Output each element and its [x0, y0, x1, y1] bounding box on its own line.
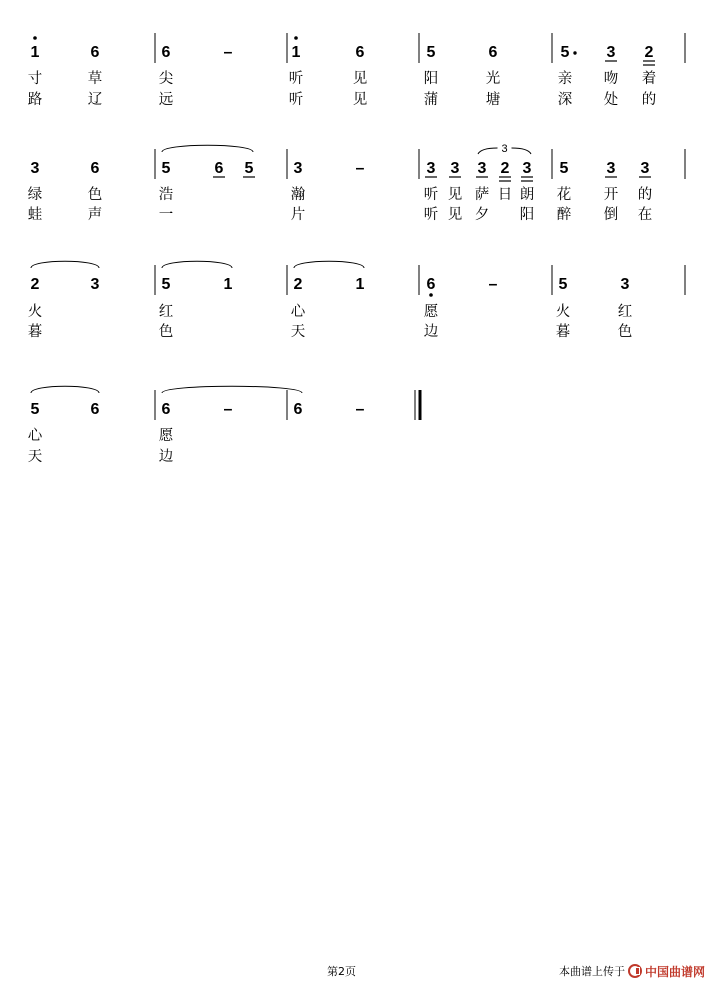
lyric-verse-2: 深: [557, 92, 573, 108]
lyric-verse-2: 蒲: [423, 92, 439, 108]
note: 6: [488, 44, 498, 61]
lyric-verse-1: 花: [556, 187, 572, 203]
lyric-verse-2: 路: [27, 92, 43, 108]
note: 3: [450, 160, 460, 177]
lyric-verse-2: 色: [158, 324, 174, 340]
sustain-dash: –: [355, 160, 365, 177]
note: 5: [161, 276, 171, 293]
note: 5: [560, 44, 570, 61]
lyric-verse-2: 处: [603, 92, 619, 108]
lyric-verse-2: 倒: [603, 207, 619, 223]
note: 3: [606, 44, 616, 61]
note: 2: [293, 276, 303, 293]
lyric-verse-2: 在: [637, 207, 653, 223]
lyric-verse-2: 片: [290, 207, 306, 223]
lyric-verse-1: 朗: [519, 187, 535, 203]
note: 6: [426, 276, 436, 293]
note: 1: [223, 276, 233, 293]
tie-slur: [294, 261, 364, 268]
note: 3: [477, 160, 487, 177]
note: 5: [30, 401, 40, 418]
lyric-verse-1: 心: [290, 304, 306, 320]
note: 1: [355, 276, 365, 293]
octave-down-dot: [429, 293, 433, 297]
note: 6: [161, 401, 171, 418]
note: 3: [293, 160, 303, 177]
lyric-verse-1: 愿: [423, 304, 439, 320]
sustain-dash: –: [223, 401, 233, 418]
note: 5: [244, 160, 254, 177]
lyric-verse-1: 色: [87, 187, 103, 203]
upload-text: 本曲谱上传于: [558, 965, 625, 978]
lyric-verse-1: 听: [288, 71, 304, 87]
note: 6: [214, 160, 224, 177]
lyric-verse-1: 瀚: [290, 187, 306, 203]
lyric-verse-2: 见: [352, 92, 368, 108]
note: 6: [161, 44, 171, 61]
lyric-verse-2: 见: [447, 207, 463, 223]
lyric-verse-2: 听: [423, 207, 439, 223]
lyric-verse-1: 草: [87, 71, 103, 87]
lyric-verse-1: 萨: [474, 187, 490, 203]
note: 5: [558, 276, 568, 293]
tie-slur: [31, 386, 99, 393]
lyric-verse-1: 日: [497, 187, 513, 203]
lyric-verse-2: 边: [158, 449, 174, 465]
note: 2: [500, 160, 510, 177]
note: 5: [426, 44, 436, 61]
lyric-verse-1: 红: [617, 304, 633, 320]
note: 3: [90, 276, 100, 293]
lyric-verse-2: 醉: [556, 207, 572, 223]
lyric-verse-1: 红: [158, 304, 174, 320]
lyric-verse-2: 的: [641, 92, 657, 108]
lyric-verse-2: 色: [617, 324, 633, 340]
lyric-verse-2: 暮: [27, 324, 43, 340]
lyric-verse-1: 见: [352, 71, 368, 87]
note: 3: [426, 160, 436, 177]
lyric-verse-1: 光: [485, 71, 501, 87]
note: 5: [559, 160, 569, 177]
note: 3: [640, 160, 650, 177]
lyric-verse-2: 塘: [485, 92, 501, 108]
lyric-verse-1: 尖: [158, 71, 174, 87]
lyric-verse-1: 火: [27, 304, 43, 320]
lyric-verse-1: 阳: [423, 71, 439, 87]
sustain-dash: –: [488, 276, 498, 293]
note: 3: [620, 276, 630, 293]
note: 3: [30, 160, 40, 177]
augmentation-dot: [573, 51, 576, 54]
lyric-verse-2: 辽: [87, 92, 103, 108]
brand-logo-icon: [628, 964, 642, 978]
tie-slur: [162, 145, 253, 152]
lyric-verse-1: 吻: [603, 71, 619, 87]
lyric-verse-1: 开: [603, 187, 619, 203]
lyric-verse-2: 天: [27, 449, 43, 465]
lyric-verse-2: 暮: [555, 324, 571, 340]
lyric-verse-1: 绿: [27, 187, 43, 203]
lyric-verse-1: 的: [637, 187, 653, 203]
lyric-verse-2: 阳: [519, 207, 535, 223]
note: 6: [90, 44, 100, 61]
page-number: 第2页: [327, 965, 356, 978]
lyric-verse-1: 愿: [158, 428, 174, 444]
tie-slur: [162, 261, 232, 268]
note: 3: [522, 160, 532, 177]
note: 2: [644, 44, 654, 61]
note: 5: [161, 160, 171, 177]
tie-slur: [162, 386, 302, 393]
lyric-verse-1: 着: [641, 71, 657, 87]
lyric-verse-1: 亲: [557, 71, 573, 87]
note: 2: [30, 276, 40, 293]
note: 6: [355, 44, 365, 61]
note: 6: [293, 401, 303, 418]
lyric-verse-2: 声: [87, 207, 103, 223]
tie-slur: [31, 261, 99, 268]
lyric-verse-1: 见: [447, 187, 463, 203]
octave-up-dot: [33, 36, 37, 40]
note: 3: [606, 160, 616, 177]
lyric-verse-2: 蛙: [27, 207, 43, 223]
lyric-verse-2: 边: [423, 324, 439, 340]
note: 6: [90, 160, 100, 177]
lyric-verse-1: 心: [27, 428, 43, 444]
lyric-verse-1: 寸: [27, 71, 43, 87]
note: 6: [90, 401, 100, 418]
lyric-verse-2: 远: [158, 92, 174, 108]
note: 1: [291, 44, 301, 61]
lyric-verse-2: 天: [290, 324, 306, 340]
note: 1: [30, 44, 40, 61]
lyric-verse-1: 浩: [158, 187, 174, 203]
sustain-dash: –: [355, 401, 365, 418]
lyric-verse-1: 听: [423, 187, 439, 203]
brand-name[interactable]: 中国曲谱网: [644, 964, 705, 979]
lyric-verse-2: 听: [288, 92, 304, 108]
lyric-verse-2: 夕: [474, 207, 490, 223]
lyric-verse-2: 一: [158, 207, 174, 223]
lyric-verse-1: 火: [555, 304, 571, 320]
upload-credit: [559, 963, 705, 979]
octave-up-dot: [294, 36, 298, 40]
sustain-dash: –: [223, 44, 233, 61]
tuplet-label: 3: [501, 143, 508, 155]
